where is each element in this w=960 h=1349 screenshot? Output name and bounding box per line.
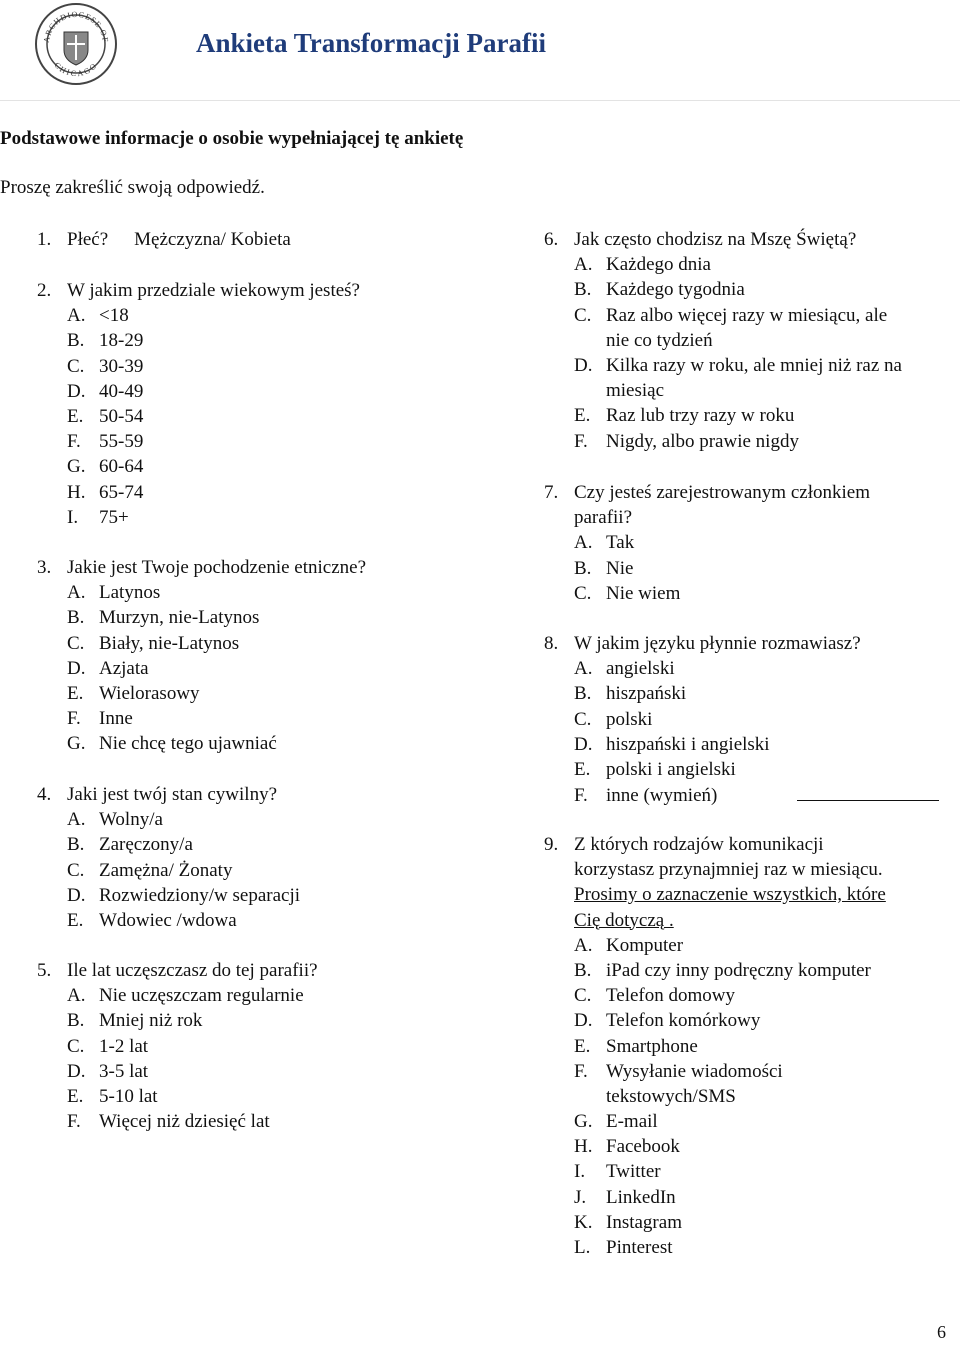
option[interactable]	[544, 303, 902, 328]
option-label: inne (wymień)	[606, 785, 718, 807]
question-text: Czy jesteś zarejestrowanym członkiem	[574, 482, 870, 503]
option-letter: J.	[574, 1186, 587, 1208]
option-continuation: tekstowych/SMS	[606, 1085, 736, 1107]
option[interactable]	[37, 631, 366, 656]
option-letter: L.	[574, 1237, 591, 1258]
option[interactable]	[37, 883, 300, 908]
option-label: 40-49	[99, 380, 144, 402]
option-label: 3-5 lat	[99, 1060, 149, 1082]
option-letter: I.	[574, 1161, 586, 1183]
option-letter: A.	[574, 254, 593, 276]
option-letter: A.	[67, 582, 86, 604]
option-label: Latynos	[99, 582, 161, 604]
option[interactable]	[544, 782, 939, 807]
option-letter: D.	[574, 733, 593, 755]
option[interactable]	[37, 480, 360, 505]
option[interactable]	[544, 530, 870, 555]
option[interactable]	[37, 731, 366, 756]
option-label: Raz albo więcej razy w miesiącu, ale	[606, 304, 888, 326]
select-all-note: Prosimy o zaznaczenie wszystkich, które	[574, 884, 886, 906]
document-title: Ankieta Transformacji Parafii	[196, 28, 546, 58]
option[interactable]	[37, 706, 366, 731]
option-label: Każdego tygodnia	[606, 279, 745, 301]
question-text: Z których rodzajów komunikacji	[574, 834, 824, 855]
option[interactable]	[37, 303, 360, 328]
option-label: 30-39	[99, 355, 144, 377]
option[interactable]	[37, 354, 360, 379]
option-label: Więcej niż dziesięć lat	[99, 1111, 270, 1133]
option[interactable]	[544, 556, 870, 581]
question-6	[544, 227, 902, 454]
option-letter: D.	[67, 884, 86, 906]
option[interactable]	[37, 1109, 318, 1134]
option-letter: C.	[67, 632, 85, 654]
option-letter: F.	[67, 1111, 81, 1133]
svg-text:ARCHDIOCESE OF: ARCHDIOCESE OF	[41, 9, 111, 44]
option-label: Facebook	[606, 1136, 680, 1158]
option[interactable]	[37, 858, 300, 883]
option[interactable]	[544, 1210, 886, 1235]
question-text: W jakim języku płynnie rozmawiasz?	[574, 633, 861, 654]
option[interactable]	[37, 681, 366, 706]
option-label: Zaręczony/a	[99, 834, 193, 856]
option-label: Inne	[99, 708, 133, 730]
question-4	[37, 782, 300, 933]
option-label: hiszpański i angielski	[606, 733, 770, 755]
option-letter: E.	[67, 1085, 84, 1107]
question-9	[544, 832, 886, 1260]
option-label: Rozwiedziony/w separacji	[99, 884, 301, 906]
option-label: Nie chcę tego ujawniać	[99, 733, 277, 755]
option[interactable]	[37, 328, 360, 353]
option-label: Murzyn, nie-Latynos	[99, 607, 260, 629]
section-heading: Podstawowe informacje o osobie wypełniającej tę ankietę	[0, 128, 464, 149]
option-letter: B.	[574, 683, 592, 705]
option[interactable]	[544, 429, 902, 454]
option[interactable]	[37, 580, 366, 605]
option-label: Telefon komórkowy	[606, 1010, 761, 1032]
option[interactable]	[544, 732, 939, 757]
option-label: Wielorasowy	[99, 682, 200, 704]
option-label: Twitter	[606, 1161, 661, 1183]
option-letter: A.	[574, 934, 593, 956]
option-label: Komputer	[606, 934, 684, 956]
archdiocese-seal-logo	[34, 2, 118, 86]
option-letter: C.	[574, 582, 592, 604]
option-letter: B.	[67, 330, 85, 352]
option-letter: D.	[67, 1060, 86, 1082]
option-label: angielski	[606, 658, 675, 680]
option-label: Kilka razy w roku, ale mniej niż raz na	[606, 354, 902, 376]
write-in-blank[interactable]	[797, 782, 939, 801]
question-number: 5.	[37, 960, 52, 981]
option[interactable]	[544, 1185, 886, 1210]
option-letter: F.	[574, 785, 588, 807]
option-label: Tak	[606, 532, 635, 554]
option-label: hiszpański	[606, 683, 687, 705]
option-letter: B.	[67, 1010, 85, 1032]
option-letter: F.	[67, 708, 81, 730]
option[interactable]	[37, 1008, 318, 1033]
option-label: 60-64	[99, 456, 144, 478]
option-continuation: nie co tydzień	[606, 329, 713, 351]
option-label: 65-74	[99, 481, 144, 503]
option[interactable]	[544, 1235, 886, 1260]
option[interactable]	[37, 1084, 318, 1109]
option-label: iPad czy inny podręczny komputer	[606, 959, 871, 981]
option[interactable]	[37, 807, 300, 832]
option-label: LinkedIn	[606, 1186, 676, 1208]
option-letter: B.	[67, 607, 85, 629]
option[interactable]	[544, 252, 902, 277]
option-letter: A.	[67, 809, 86, 831]
answer-options: Mężczyzna/ Kobieta	[134, 229, 291, 250]
option-label: polski i angielski	[606, 758, 736, 780]
option[interactable]	[37, 429, 360, 454]
option-letter: D.	[574, 1010, 593, 1032]
option-label: Wolny/a	[99, 809, 163, 831]
option-letter: C.	[67, 1035, 85, 1057]
option-label: Raz lub trzy razy w roku	[606, 405, 795, 427]
option-letter: E.	[67, 405, 84, 427]
option-letter: C.	[67, 859, 85, 881]
option-letter: D.	[574, 354, 593, 376]
option-letter: I.	[67, 506, 79, 528]
question-text: Ile lat uczęszczasz do tej parafii?	[67, 960, 318, 981]
option-letter: E.	[574, 758, 591, 780]
option-letter: C.	[574, 708, 592, 730]
option-label: Nie	[606, 557, 634, 579]
option-letter: E.	[574, 1035, 591, 1057]
option-letter: D.	[67, 657, 86, 679]
option-label: 50-54	[99, 405, 144, 427]
option[interactable]	[37, 1034, 318, 1059]
question-3	[37, 555, 366, 757]
option-letter: K.	[574, 1211, 593, 1233]
question-number: 6.	[544, 229, 559, 250]
option[interactable]	[37, 983, 318, 1008]
option[interactable]	[544, 656, 939, 681]
option[interactable]	[544, 933, 886, 958]
option-label: Instagram	[606, 1211, 682, 1233]
option-letter: A.	[67, 985, 86, 1007]
question-number: 3.	[37, 557, 52, 578]
question-text-continuation: korzystasz przynajmniej raz w miesiącu.	[574, 859, 883, 881]
option-label: 1-2 lat	[99, 1035, 149, 1057]
option[interactable]	[544, 1059, 886, 1084]
option-letter: F.	[67, 431, 81, 453]
option[interactable]	[544, 983, 886, 1008]
option-label: Wysyłanie wiadomości	[606, 1060, 783, 1082]
option-label: <18	[99, 305, 129, 327]
question-7	[544, 480, 870, 606]
option[interactable]	[544, 353, 902, 378]
option[interactable]	[37, 605, 366, 630]
option-letter: E.	[67, 682, 84, 704]
option-label: Biały, nie-Latynos	[99, 632, 240, 654]
option-label: Azjata	[99, 657, 149, 679]
option-letter: F.	[574, 430, 588, 452]
option[interactable]	[544, 1008, 886, 1033]
option-label: Mniej niż rok	[99, 1010, 203, 1032]
option[interactable]	[544, 757, 939, 782]
option-letter: D.	[67, 380, 86, 402]
question-text: Jaki jest twój stan cywilny?	[67, 784, 278, 805]
option-label: Nie uczęszczam regularnie	[99, 985, 304, 1007]
option-letter: B.	[67, 834, 85, 856]
option-letter: A.	[574, 532, 593, 554]
option[interactable]	[37, 404, 360, 429]
option[interactable]	[37, 379, 360, 404]
header-divider	[0, 100, 960, 101]
question-number: 2.	[37, 280, 52, 301]
option[interactable]	[37, 505, 360, 530]
option-label: Telefon domowy	[606, 985, 736, 1007]
option[interactable]	[37, 832, 300, 857]
option[interactable]	[544, 581, 870, 606]
option-label: 5-10 lat	[99, 1085, 158, 1107]
question-number: 7.	[544, 482, 559, 503]
option[interactable]	[544, 403, 902, 428]
instruction-text: Proszę zakreślić swoją odpowiedź.	[0, 177, 265, 198]
option-label: 75+	[99, 506, 129, 528]
option[interactable]	[37, 656, 366, 681]
select-all-note-continuation: Cię dotyczą .	[574, 909, 674, 931]
question-5	[37, 958, 318, 1134]
question-1	[37, 227, 291, 252]
option-letter: E.	[574, 405, 591, 427]
option-label: Każdego dnia	[606, 254, 711, 276]
question-number: 4.	[37, 784, 52, 805]
option-label: E-mail	[606, 1111, 658, 1133]
option-label: Nie wiem	[606, 582, 681, 604]
option-letter: A.	[67, 305, 86, 327]
option[interactable]	[37, 1059, 318, 1084]
page-number: 6	[937, 1322, 946, 1342]
option-letter: B.	[574, 959, 592, 981]
question-number: 8.	[544, 633, 559, 654]
option-continuation: miesiąc	[606, 380, 665, 402]
option-letter: H.	[67, 481, 86, 503]
question-number: 1.	[37, 229, 52, 250]
option[interactable]	[544, 958, 886, 983]
option[interactable]	[544, 681, 939, 706]
option[interactable]	[37, 454, 360, 479]
option-label: 55-59	[99, 431, 144, 453]
question-text: Jakie jest Twoje pochodzenie etniczne?	[67, 557, 367, 578]
question-text: W jakim przedziale wiekowym jesteś?	[67, 280, 360, 301]
option[interactable]	[37, 908, 300, 933]
question-8	[544, 631, 939, 807]
question-2	[37, 278, 360, 530]
option[interactable]	[544, 1134, 886, 1159]
option-letter: H.	[574, 1136, 593, 1158]
option[interactable]	[544, 1034, 886, 1059]
option-letter: G.	[67, 733, 86, 755]
question-text: Płeć?	[67, 229, 109, 250]
question-number: 9.	[544, 834, 559, 855]
option-label: Zamężna/ Żonaty	[99, 859, 233, 881]
option[interactable]	[544, 1109, 886, 1134]
option-letter: B.	[574, 557, 592, 579]
option-label: Smartphone	[606, 1035, 698, 1057]
question-text-continuation: parafii?	[574, 507, 633, 529]
option-letter: G.	[574, 1111, 593, 1133]
option-letter: C.	[574, 304, 592, 326]
svg-text:CHICAGO: CHICAGO	[52, 60, 100, 79]
option-label: Wdowiec /wdowa	[99, 909, 237, 931]
option-letter: E.	[67, 909, 84, 931]
option-letter: G.	[67, 456, 86, 478]
option-label: polski	[606, 708, 653, 730]
option-label: Nigdy, albo prawie nigdy	[606, 430, 799, 452]
option[interactable]	[544, 277, 902, 302]
option-label: Pinterest	[606, 1237, 673, 1258]
option[interactable]	[544, 707, 939, 732]
option-letter: C.	[574, 985, 592, 1007]
option-letter: A.	[574, 658, 593, 680]
option-letter: B.	[574, 279, 592, 301]
question-text: Jak często chodzisz na Mszę Świętą?	[574, 229, 857, 250]
option-label: 18-29	[99, 330, 144, 352]
option-letter: F.	[574, 1060, 588, 1082]
option-letter: C.	[67, 355, 85, 377]
option[interactable]	[544, 1159, 886, 1184]
